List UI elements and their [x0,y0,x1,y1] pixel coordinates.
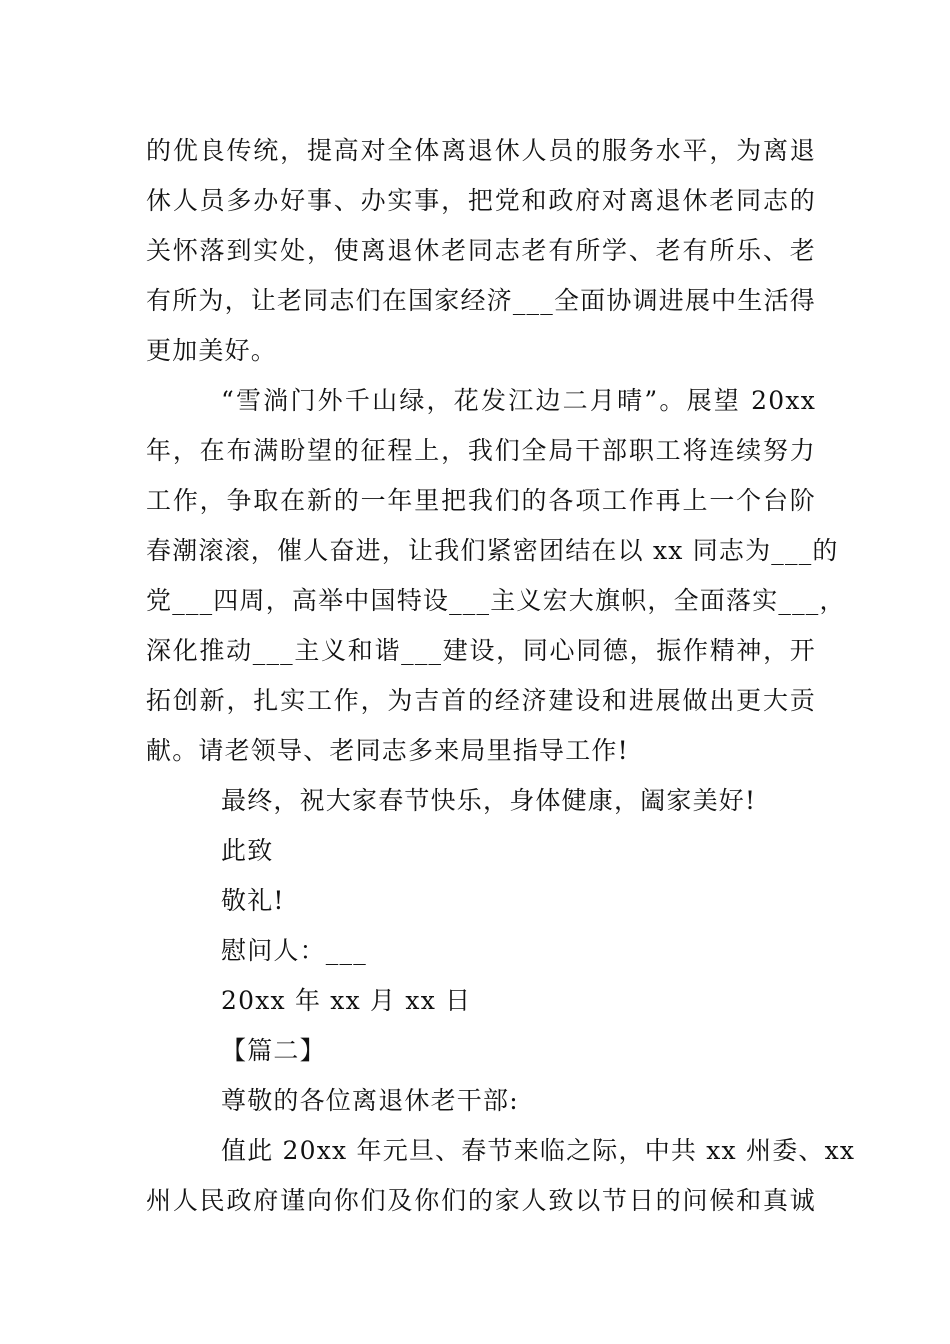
text-line: 春潮滚滚，催人奋进，让我们紧密团结在以 xx 同志为___的 [146,536,839,565]
text-line: 年，在布满盼望的征程上，我们全局干部职工将连续努力 [146,436,816,465]
text-line: 值此 20xx 年元旦、春节来临之际，中共 xx 州委、xx [221,1136,856,1165]
text-line: 拓创新，扎实工作，为吉首的经济建设和进展做出更大贡 [146,686,816,715]
text-line: 休人员多办好事、办实事，把党和政府对离退休老同志的 [146,186,816,215]
text-line: 关怀落到实处，使离退休老同志老有所学、老有所乐、老 [146,236,816,265]
text-line: 州人民政府谨向你们及你们的家人致以节日的问候和真诚 [146,1186,816,1215]
text-line: 深化推动___主义和谐___建设，同心同德，振作精神，开 [146,636,816,665]
date-line: 20xx 年 xx 月 xx 日 [221,986,472,1015]
salutation-line-1: 此致 [221,836,274,865]
sender-line: 慰问人：___ [221,936,367,965]
text-line: 献。请老领导、老同志多来局里指导工作! [146,736,629,765]
text-line: 工作，争取在新的一年里把我们的各项工作再上一个台阶 [146,486,816,515]
closing-wish: 最终，祝大家春节快乐，身体健康，阖家美好! [221,786,757,815]
salutation-line-2: 敬礼! [221,886,285,915]
section-heading: 【篇二】 [221,1036,326,1065]
text-line: 有所为，让老同志们在国家经济___全面协调进展中生活得 [146,286,816,315]
text-line: 更加美好。 [146,336,278,365]
text-line: 党___四周，高举中国特设___主义宏大旗帜，全面落实___， [146,586,846,615]
greeting-line: 尊敬的各位离退休老干部: [221,1086,519,1115]
text-line: “雪淌门外千山绿，花发江边二月晴”。展望 20xx [221,386,816,415]
text-line: 的优良传统，提高对全体离退休人员的服务水平，为离退 [146,136,816,165]
